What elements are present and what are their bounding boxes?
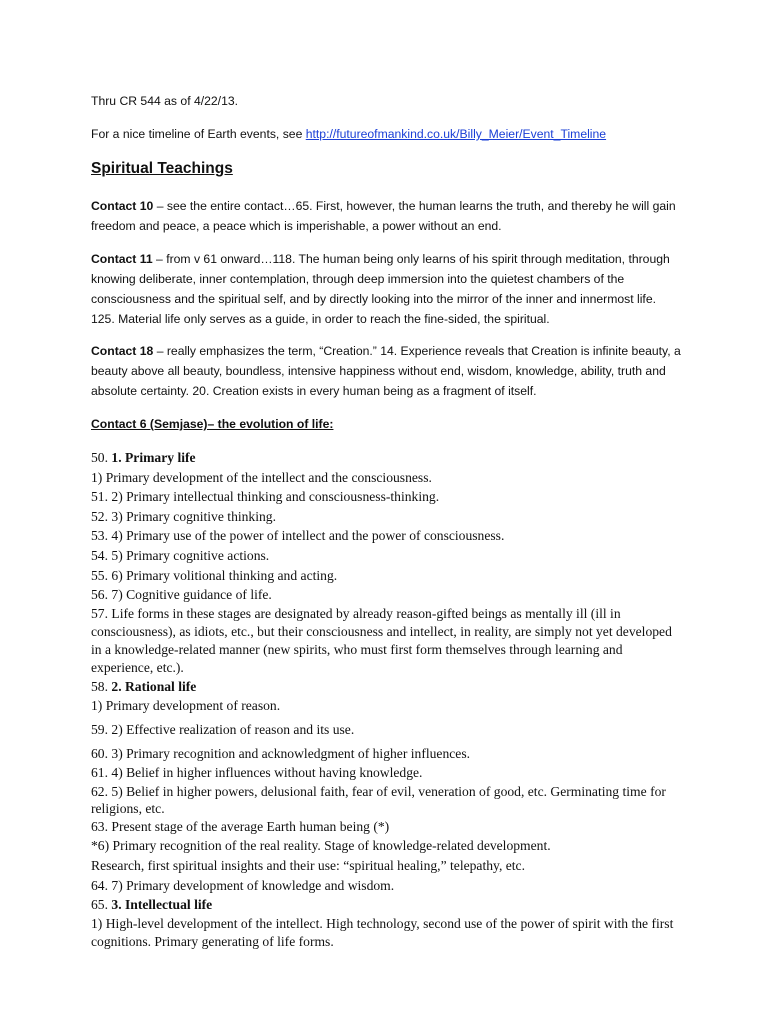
list-item: 64. 7) Primary development of knowledge and wisdom.: [91, 877, 395, 893]
list-item: 59. 2) Effective realization of reason and its use.: [91, 721, 355, 737]
list-item: [91, 677, 681, 697]
timeline-note-text: For a nice timeline of Earth events, see: [91, 127, 306, 141]
contact-10-text: – see the entire contact…65. First, however, the human learns the truth, and thereby he will gain freedom and peace, a peace which is imperishable, a power without an end.: [91, 199, 676, 233]
list-item: 53. 4) Primary use of the power of intellect and the power of consciousness.: [91, 528, 505, 544]
list-item: [91, 895, 681, 915]
list-item: 1) High-level development of the intellect. High technology, second use of the power of spirit with the first cognitions. Primary generating of life forms.: [91, 915, 674, 949]
section-title: Spiritual Teachings: [91, 160, 233, 177]
item-number: 65.: [91, 897, 112, 913]
item-number: 50.: [91, 450, 112, 465]
contact-10-label: Contact 10: [91, 199, 154, 213]
list-item: 63. Present stage of the average Earth human being (*): [91, 818, 390, 834]
evolution-heading-text: Contact 6 (Semjase)– the evolution of life:: [91, 417, 334, 431]
list-item: 1) Primary development of reason.: [91, 698, 281, 714]
list-item: [91, 448, 681, 468]
timeline-link[interactable]: http://futureofmankind.co.uk/Billy_Meier/Event_Timeline: [305, 127, 607, 141]
evolution-heading: [91, 414, 681, 434]
contact-18-paragraph: [91, 341, 681, 401]
list-item: 1) Primary development of the intellect and the consciousness.: [91, 469, 432, 485]
list-item: *6) Primary recognition of the real reality. Stage of knowledge-related development.: [91, 838, 551, 854]
list-item: 52. 3) Primary cognitive thinking.: [91, 508, 277, 524]
evolution-list: [91, 448, 681, 951]
list-item: 62. 5) Belief in higher powers, delusional faith, fear of evil, veneration of good, etc. Germinating time for religions, etc.: [91, 783, 666, 816]
list-item: 54. 5) Primary cognitive actions.: [91, 547, 270, 563]
stage-title: 1. Primary life: [111, 450, 196, 465]
list-item: 57. Life forms in these stages are designated by already reason-gifted beings as mentally ill (ill in consciousness), as idiots, etc., but their consciousness and intellect, in reality, are simply not yet developed in a knowledge-related manner (new spirits, who must first form themselves through learning and experience, etc.).: [91, 605, 672, 675]
contact-11-label: Contact 11: [91, 252, 153, 266]
stage-title: 2. Rational life: [111, 678, 197, 694]
contact-11-paragraph: [91, 249, 681, 329]
stage-title: 3. Intellectual life: [111, 897, 213, 913]
contact-18-text: – really emphasizes the term, “Creation.” 14. Experience reveals that Creation is infinite beauty, a beauty above all beauty, boundless, intensive happiness without end, wisdom, knowledge, ability, truth and absolute certainty. 20. Creation exists in every human being as a fragment of itself.: [91, 344, 681, 398]
list-item: 61. 4) Belief in higher influences without having knowledge.: [91, 765, 423, 781]
list-item: 56. 7) Cognitive guidance of life.: [91, 587, 272, 603]
contact-11-text: – from v 61 onward…118. The human being only learns of his spirit through meditation, through knowing deliberate, inner contemplation, through deep immersion into the quietest chambers of the consciousness and the spiritual self, and by directly looking into the mirror of the inner and innermost life. 125. Material life only serves as a guide, in order to reach the fine-sided, the spiritual.: [91, 252, 670, 326]
revision-note-text: Thru CR 544 as of 4/22/13.: [91, 94, 239, 108]
contact-18-label: Contact 18: [91, 344, 154, 358]
list-item: 60. 3) Primary recognition and acknowledgment of higher influences.: [91, 745, 471, 761]
timeline-note: [91, 124, 681, 144]
contact-10-paragraph: [91, 196, 681, 236]
list-item: Research, first spiritual insights and their use: “spiritual healing,” telepathy, etc.: [91, 857, 525, 873]
revision-note: [91, 91, 681, 111]
list-item: 51. 2) Primary intellectual thinking and consciousness-thinking.: [91, 489, 440, 505]
list-item: 55. 6) Primary volitional thinking and acting.: [91, 567, 338, 583]
item-number: 58.: [91, 678, 112, 694]
